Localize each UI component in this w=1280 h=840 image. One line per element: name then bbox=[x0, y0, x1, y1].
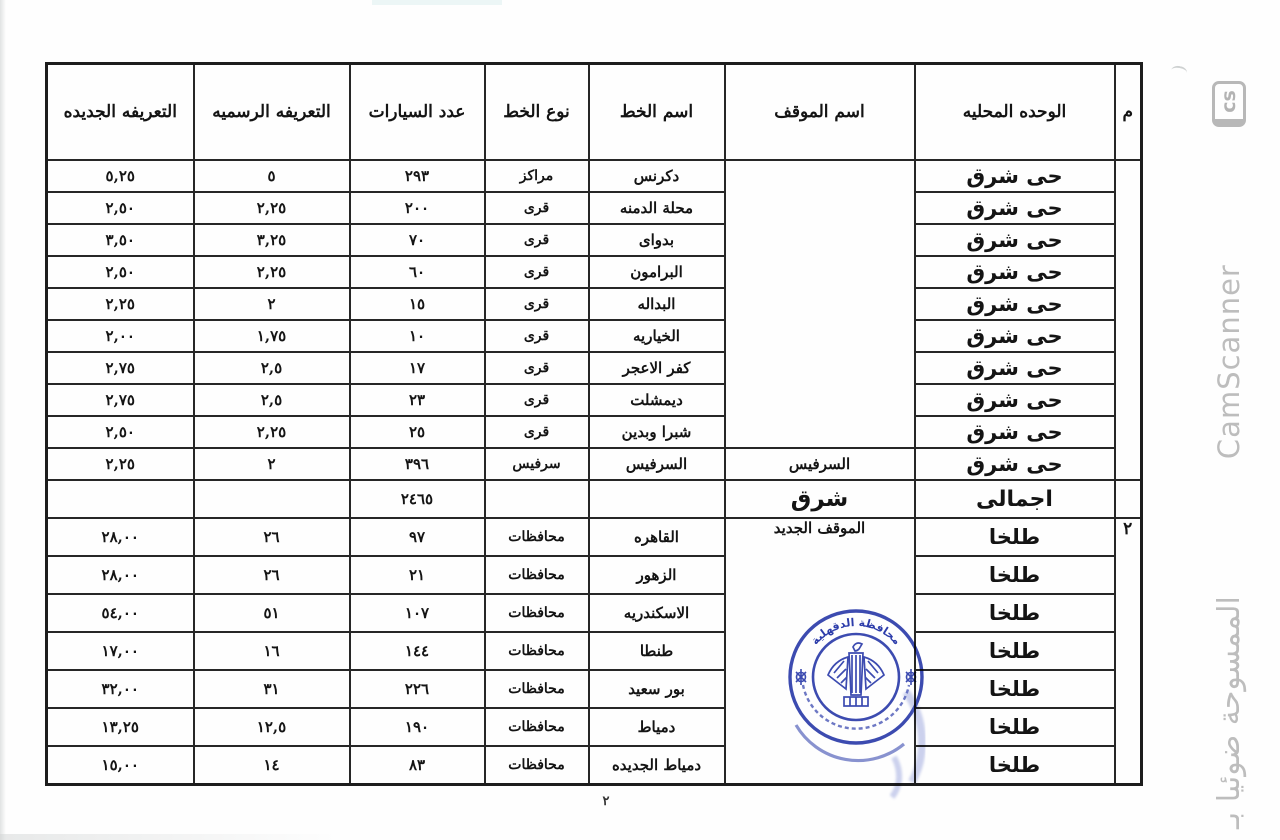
cell-new-tariff: ٢,٢٥ bbox=[47, 288, 194, 320]
cell-official-tariff: ١٢,٥ bbox=[194, 708, 350, 746]
cell-line-name: شبرا وبدين bbox=[589, 416, 725, 448]
header-line-name: اسم الخط bbox=[589, 64, 725, 161]
cell-official-tariff: ٢,٢٥ bbox=[194, 192, 350, 224]
cell-official-tariff: ٢ bbox=[194, 448, 350, 480]
cell-line-type: محافظات bbox=[485, 632, 589, 670]
cell-line-type: قرى bbox=[485, 320, 589, 352]
cell-local-unit: حى شرق bbox=[915, 256, 1115, 288]
header-cars-count: عدد السيارات bbox=[350, 64, 485, 161]
eagle-emblem bbox=[828, 643, 884, 706]
cell-line-name: البرامون bbox=[589, 256, 725, 288]
cell-line-name: الزهور bbox=[589, 556, 725, 594]
cell-line-name: كفر الاعجر bbox=[589, 352, 725, 384]
cell-official-tariff: ٢,٢٥ bbox=[194, 256, 350, 288]
cell-serial: ٢ bbox=[1115, 518, 1142, 785]
cell-official-tariff: ١٦ bbox=[194, 632, 350, 670]
cell-line-type: محافظات bbox=[485, 670, 589, 708]
camscanner-watermark bbox=[1199, 81, 1259, 829]
cell-line-type: قرى bbox=[485, 288, 589, 320]
cell-line-name: طنطا bbox=[589, 632, 725, 670]
header-official-tariff: التعريفه الرسميه bbox=[194, 64, 350, 161]
cell-new-tariff: ٢٨,٠٠ bbox=[47, 518, 194, 556]
table-row bbox=[47, 416, 1142, 448]
cell-official-tariff: ٥١ bbox=[194, 594, 350, 632]
cell-stop-name: الموقف الجديد bbox=[725, 518, 915, 785]
header-line-type: نوع الخط bbox=[485, 64, 589, 161]
cell-cars-count: ٢٠٠ bbox=[350, 192, 485, 224]
cell-stop-name: السرفيس bbox=[725, 448, 915, 480]
table-row bbox=[47, 224, 1142, 256]
cell-new-tariff: ٥,٢٥ bbox=[47, 160, 194, 192]
cell-new-tariff: ١٥,٠٠ bbox=[47, 746, 194, 785]
cell-cars-count: ٢٣ bbox=[350, 384, 485, 416]
cell-line-name: ديمشلت bbox=[589, 384, 725, 416]
cell-line-name: بور سعيد bbox=[589, 670, 725, 708]
header-local-unit: الوحده المحليه bbox=[915, 64, 1115, 161]
total-label: اجمالى bbox=[915, 480, 1115, 518]
cell-line-name: محلة الدمنه bbox=[589, 192, 725, 224]
cell-new-tariff: ١٣,٢٥ bbox=[47, 708, 194, 746]
table-row bbox=[47, 448, 1142, 480]
cell-line-type: محافظات bbox=[485, 708, 589, 746]
cell-local-unit: طلخا bbox=[915, 632, 1115, 670]
cell-line-type: محافظات bbox=[485, 518, 589, 556]
cell-cars-count: ١٩٠ bbox=[350, 708, 485, 746]
watermark-latin-text: CamScanner bbox=[1212, 264, 1246, 460]
cell-line-name: القاهره bbox=[589, 518, 725, 556]
cell-new-tariff: ٣٢,٠٠ bbox=[47, 670, 194, 708]
cell-local-unit: طلخا bbox=[915, 708, 1115, 746]
page-number: ٢ bbox=[602, 794, 610, 809]
table-row bbox=[47, 746, 1142, 785]
cell-line-name: السرفيس bbox=[589, 448, 725, 480]
cell-new-tariff: ٥٤,٠٠ bbox=[47, 594, 194, 632]
table-row bbox=[47, 160, 1142, 192]
cell-line-type: قرى bbox=[485, 192, 589, 224]
cell-official-tariff: ١,٧٥ bbox=[194, 320, 350, 352]
cell-line-name: دمياط bbox=[589, 708, 725, 746]
total-region: شرق bbox=[725, 480, 915, 518]
cell-cars-count: ٣٩٦ bbox=[350, 448, 485, 480]
cell-stop-name bbox=[725, 160, 915, 448]
cell-official-tariff: ٣١ bbox=[194, 670, 350, 708]
cell-official-tariff: ٢,٢٥ bbox=[194, 416, 350, 448]
table-row bbox=[47, 288, 1142, 320]
cell-local-unit: حى شرق bbox=[915, 448, 1115, 480]
table-header-row bbox=[47, 64, 1142, 161]
cell-line-type: قرى bbox=[485, 256, 589, 288]
table-row bbox=[47, 594, 1142, 632]
cell-cars-count: ١٠ bbox=[350, 320, 485, 352]
cell-cars-count: ١٠٧ bbox=[350, 594, 485, 632]
cell-line-type: سرفيس bbox=[485, 448, 589, 480]
cell-official-tariff: ٣,٢٥ bbox=[194, 224, 350, 256]
cell-line-type: محافظات bbox=[485, 594, 589, 632]
cell-cars-count: ٨٣ bbox=[350, 746, 485, 785]
cell-new-tariff: ٢,٧٥ bbox=[47, 352, 194, 384]
cell-line-type: محافظات bbox=[485, 746, 589, 785]
scan-edge-shadow-left bbox=[0, 0, 6, 840]
cell-new-tariff: ٢,٥٠ bbox=[47, 256, 194, 288]
cell-local-unit: طلخا bbox=[915, 746, 1115, 785]
cell-official-tariff: ٢٦ bbox=[194, 556, 350, 594]
table-row bbox=[47, 518, 1142, 556]
cell-new-tariff: ٢,٧٥ bbox=[47, 384, 194, 416]
cell-line-type bbox=[485, 480, 589, 518]
cell-official-tariff: ٢ bbox=[194, 288, 350, 320]
cell-line-name: دكرنس bbox=[589, 160, 725, 192]
cell-new-tariff: ٢,٥٠ bbox=[47, 416, 194, 448]
tariff-table bbox=[45, 62, 1143, 786]
table-row bbox=[47, 256, 1142, 288]
cell-line-type: قرى bbox=[485, 384, 589, 416]
cell-official-tariff: ٢,٥ bbox=[194, 352, 350, 384]
scan-pen-mark bbox=[1170, 65, 1188, 79]
cell-line-name: الاسكندريه bbox=[589, 594, 725, 632]
cell-cars-count: ١٤٤ bbox=[350, 632, 485, 670]
cell-local-unit: حى شرق bbox=[915, 320, 1115, 352]
cell-local-unit: طلخا bbox=[915, 518, 1115, 556]
stamp-top-text: محافظة الدقهلية bbox=[808, 615, 904, 648]
governorate-stamp bbox=[756, 577, 956, 802]
cell-local-unit: حى شرق bbox=[915, 416, 1115, 448]
cell-line-name: الخياريه bbox=[589, 320, 725, 352]
cell-line-type: قرى bbox=[485, 416, 589, 448]
cell-new-tariff: ٢,٥٠ bbox=[47, 192, 194, 224]
cell-cars-count: ٢٢٦ bbox=[350, 670, 485, 708]
cell-new-tariff: ١٧,٠٠ bbox=[47, 632, 194, 670]
table-row bbox=[47, 320, 1142, 352]
table-row bbox=[47, 192, 1142, 224]
scan-artifact-top-strip bbox=[372, 0, 502, 5]
header-serial: م bbox=[1115, 64, 1142, 161]
table-row bbox=[47, 632, 1142, 670]
ink-smudge bbox=[892, 692, 922, 797]
cell-serial bbox=[1115, 480, 1142, 518]
cell-cars-count: ٦٠ bbox=[350, 256, 485, 288]
cell-new-tariff: ٣,٥٠ bbox=[47, 224, 194, 256]
table-row bbox=[47, 708, 1142, 746]
cell-line-name: البداله bbox=[589, 288, 725, 320]
camscanner-logo-text: cs bbox=[1218, 90, 1240, 113]
cell-line-type: مراكز bbox=[485, 160, 589, 192]
cell-official-tariff: ١٤ bbox=[194, 746, 350, 785]
table-row bbox=[47, 670, 1142, 708]
cell-cars-count: ١٥ bbox=[350, 288, 485, 320]
cell-official-tariff: ٢,٥ bbox=[194, 384, 350, 416]
cell-cars-count: ٢١ bbox=[350, 556, 485, 594]
cell-new-tariff bbox=[47, 480, 194, 518]
camscanner-logo-icon bbox=[1212, 81, 1246, 127]
table-row bbox=[47, 556, 1142, 594]
watermark-arabic-text: الممسوحة ضوئيا بـ bbox=[1211, 596, 1247, 829]
header-stop-name: اسم الموقف bbox=[725, 64, 915, 161]
scan-edge-shadow-bottom bbox=[0, 834, 340, 840]
cell-serial bbox=[1115, 160, 1142, 480]
cell-cars-count: ٩٧ bbox=[350, 518, 485, 556]
total-cars-count: ٢٤٦٥ bbox=[350, 480, 485, 518]
cell-line-name: بدواى bbox=[589, 224, 725, 256]
cell-local-unit: طلخا bbox=[915, 556, 1115, 594]
cell-local-unit: حى شرق bbox=[915, 352, 1115, 384]
table-row bbox=[47, 384, 1142, 416]
cell-official-tariff bbox=[194, 480, 350, 518]
cell-cars-count: ٧٠ bbox=[350, 224, 485, 256]
total-row bbox=[47, 480, 1142, 518]
cell-line-type: قرى bbox=[485, 352, 589, 384]
cell-local-unit: حى شرق bbox=[915, 288, 1115, 320]
cell-local-unit: طلخا bbox=[915, 670, 1115, 708]
table-row bbox=[47, 352, 1142, 384]
cell-cars-count: ٢٥ bbox=[350, 416, 485, 448]
cell-official-tariff: ٥ bbox=[194, 160, 350, 192]
cell-cars-count: ١٧ bbox=[350, 352, 485, 384]
cell-local-unit: طلخا bbox=[915, 594, 1115, 632]
cell-local-unit: حى شرق bbox=[915, 384, 1115, 416]
cell-line-name bbox=[589, 480, 725, 518]
cell-line-type: محافظات bbox=[485, 556, 589, 594]
cell-new-tariff: ٢,٢٥ bbox=[47, 448, 194, 480]
header-new-tariff: التعريفه الجديده bbox=[47, 64, 194, 161]
cell-line-name: دمياط الجديده bbox=[589, 746, 725, 785]
cell-new-tariff: ٢,٠٠ bbox=[47, 320, 194, 352]
cell-official-tariff: ٢٦ bbox=[194, 518, 350, 556]
cell-line-type: قرى bbox=[485, 224, 589, 256]
cell-local-unit: حى شرق bbox=[915, 160, 1115, 192]
cell-new-tariff: ٢٨,٠٠ bbox=[47, 556, 194, 594]
cell-local-unit: حى شرق bbox=[915, 192, 1115, 224]
cell-local-unit: حى شرق bbox=[915, 224, 1115, 256]
cell-cars-count: ٢٩٣ bbox=[350, 160, 485, 192]
